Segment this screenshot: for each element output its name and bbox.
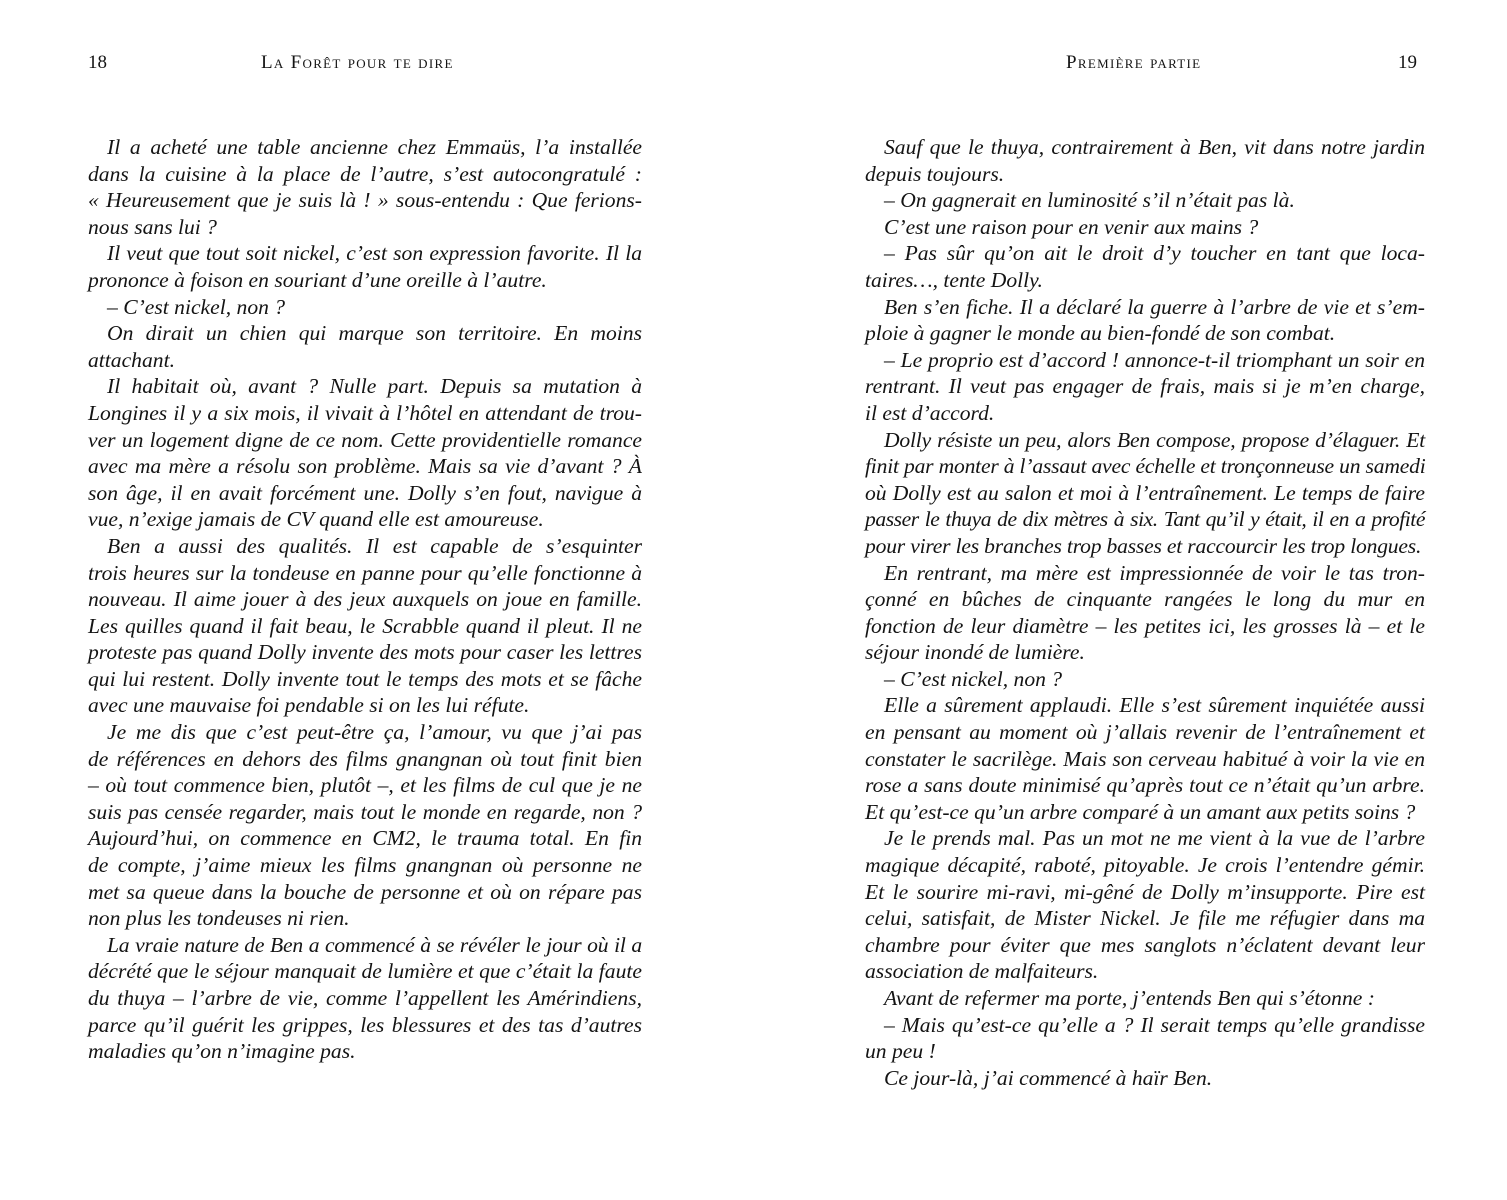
text-line: met sa queue dans la bouche de personne et où on répare pas: [88, 879, 642, 904]
text-line: avec une mauvaise foi pendable si on les lui réfute.: [88, 693, 530, 718]
text-line: décrété que le séjour manquait de lumière et que c’était la faute: [88, 959, 642, 984]
text-line: – où tout commence bien, plutôt –, et les films de cul que je ne: [88, 773, 642, 798]
text-line: son âge, il en avait forcément une. Dolly s’en fout, navigue à: [88, 480, 642, 505]
text-line: dans la cuisine à la place de l’autre, s’est autocongratulé :: [88, 161, 642, 186]
text-line: constater le sacrilège. Mais son cerveau habitué à voir la vie en: [865, 746, 1425, 771]
text-line: Ben a aussi des qualités. Il est capable de s’esquinter: [107, 533, 642, 558]
text-line: ploie à gagner le monde au bien-fondé de son combat.: [865, 321, 1336, 346]
page-number: 19: [1398, 52, 1417, 73]
right-page: [753, 0, 1507, 1200]
text-line: nous sans lui ?: [88, 214, 217, 239]
text-line: On dirait un chien qui marque son territoire. En moins: [107, 321, 642, 346]
text-line: de références en dehors des films gnangnan où tout finit bien: [88, 746, 642, 771]
text-line: Avant de refermer ma porte, j’entends Ben qui s’étonne :: [884, 986, 1375, 1010]
page-number: 18: [88, 52, 107, 73]
running-head-part: Première partie: [1066, 52, 1202, 73]
text-line: parce qu’il guérit les grippes, les blessures et des tas d’autres: [88, 1012, 642, 1037]
text-line: – Pas sûr qu’on ait le droit d’y toucher en tant que loca-: [884, 241, 1425, 266]
text-line: ver un logement digne de ce nom. Cette providentielle romance: [88, 427, 642, 452]
text-line: avec ma mère a résolu son problème. Mais sa vie d’avant ? À: [88, 454, 642, 479]
text-line: pour virer les branches trop basses et raccourcir les trop longues.: [865, 533, 1422, 558]
text-line: Aujourd’hui, on commence en CM2, le trauma total. En fin: [88, 826, 642, 851]
text-line: non plus les tondeuses ni rien.: [88, 906, 350, 931]
text-line: Je le prends mal. Pas un mot ne me vient à la vue de l’arbre: [884, 826, 1425, 851]
text-line: depuis toujours.: [865, 161, 1005, 186]
text-line: rentrant. Il veut pas engager de frais, mais si je m’en charge,: [865, 374, 1425, 399]
text-line: finit par monter à l’assaut avec échelle et tronçonneuse un samedi: [865, 454, 1426, 479]
text-line: Il habitait où, avant ? Nulle part. Depuis sa mutation à: [107, 374, 642, 399]
text-line: çonné en bûches de cinquante rangées le long du mur en: [865, 587, 1425, 612]
body-text: [865, 134, 1425, 1091]
text-line: – Le proprio est d’accord ! annonce-t-il triomphant un soir en: [884, 347, 1425, 372]
text-line: « Heureusement que je suis là ! » sous-entendu : Que ferions-: [88, 188, 642, 213]
text-line: prononce à foison en souriant d’une oreille à l’autre.: [88, 267, 547, 292]
text-line: fonction de leur diamètre – les petites ici, les grosses là – et le: [865, 613, 1425, 638]
text-line: – C’est nickel, non ?: [107, 294, 286, 319]
text-line: nouveau. Il aime jouer à des jeux auxquels on joue en famille.: [88, 587, 642, 612]
text-line: Elle a sûrement applaudi. Elle s’est sûrement inquiétée aussi: [884, 693, 1425, 718]
text-line: magique décapité, raboté, pitoyable. Je crois l’entendre gémir.: [865, 853, 1425, 878]
text-line: Il veut que tout soit nickel, c’est son expression favorite. Il la: [107, 241, 642, 266]
text-line: Ben s’en fiche. Il a déclaré la guerre à l’arbre de vie et s’em-: [884, 294, 1425, 319]
text-line: attachant.: [88, 347, 175, 372]
text-line: Ce jour-là, j’ai commencé à haïr Ben.: [884, 1065, 1213, 1090]
text-line: association de malfaiteurs.: [865, 959, 1099, 984]
text-line: maladies qu’on n’imagine pas.: [88, 1039, 356, 1064]
text-line: chambre pour éviter que mes sanglots n’éclatent devant leur: [865, 932, 1425, 957]
text-line: Et qu’est-ce qu’un arbre comparé à un amant aux petits soins ?: [865, 799, 1416, 824]
text-line: trois heures sur la tondeuse en panne pour qu’elle fonctionne à: [88, 560, 642, 585]
text-line: de compte, j’aime mieux les films gnangnan où personne ne: [88, 853, 642, 878]
text-line: du thuya – l’arbre de vie, comme l’appellent les Amérindiens,: [88, 986, 642, 1010]
text-line: – Mais qu’est-ce qu’elle a ? Il serait temps qu’elle grandisse: [884, 1012, 1425, 1037]
text-line: où Dolly est au salon et moi à l’entraînement. Le temps de faire: [865, 480, 1425, 505]
body-text: [88, 134, 642, 1065]
text-line: proteste pas quand Dolly invente des mots pour caser les lettres: [88, 640, 642, 665]
left-page: [0, 0, 753, 1200]
text-line: Longines il y a six mois, il vivait à l’hôtel en attendant de trou-: [88, 400, 642, 425]
text-line: en pensant au moment où j’allais revenir de l’entraînement et: [865, 720, 1425, 745]
text-line: il est d’accord.: [865, 400, 995, 425]
text-line: vue, n’exige jamais de CV quand elle est amoureuse.: [88, 507, 544, 532]
text-line: Les quilles quand il fait beau, le Scrabble quand il pleut. Il ne: [88, 613, 642, 638]
text-line: Sauf que le thuya, contrairement à Ben, vit dans notre jardin: [884, 135, 1425, 159]
text-line: Dolly résiste un peu, alors Ben compose, propose d’élaguer. Et: [884, 427, 1425, 452]
text-line: Je me dis que c’est peut-être ça, l’amour, vu que j’ai pas: [107, 720, 642, 745]
text-line: suis pas censée regarder, mais tout le monde en regarde, non ?: [88, 799, 642, 824]
text-line: En rentrant, ma mère est impressionnée de voir le tas tron-: [884, 560, 1425, 585]
text-line: celui, satisfait, de Mister Nickel. Je file me réfugier dans ma: [865, 906, 1425, 931]
text-line: – On gagnerait en luminosité s’il n’était pas là.: [884, 188, 1295, 213]
text-line: La vraie nature de Ben a commencé à se révéler le jour où il a: [107, 932, 642, 957]
text-line: un peu !: [865, 1039, 936, 1064]
text-line: C’est une raison pour en venir aux mains ?: [884, 214, 1259, 239]
text-line: séjour inondé de lumière.: [865, 640, 1085, 665]
text-line: taires…, tente Dolly.: [865, 267, 1043, 292]
text-line: Et le sourire mi-ravi, mi-gêné de Dolly m’insupporte. Pire est: [865, 879, 1425, 904]
text-line: passer le thuya de dix mètres à six. Tant qu’il y était, il en a profité: [865, 507, 1425, 532]
text-line: rose a sans doute minimisé qu’après tout ce n’était qu’un arbre.: [865, 773, 1425, 798]
text-line: – C’est nickel, non ?: [884, 666, 1063, 691]
running-head-title: La Forêt pour te dire: [261, 52, 454, 73]
text-line: Il a acheté une table ancienne chez Emmaüs, l’a installée: [107, 135, 642, 159]
text-line: qui lui restent. Dolly invente tout le temps des mots et se fâche: [88, 666, 642, 691]
